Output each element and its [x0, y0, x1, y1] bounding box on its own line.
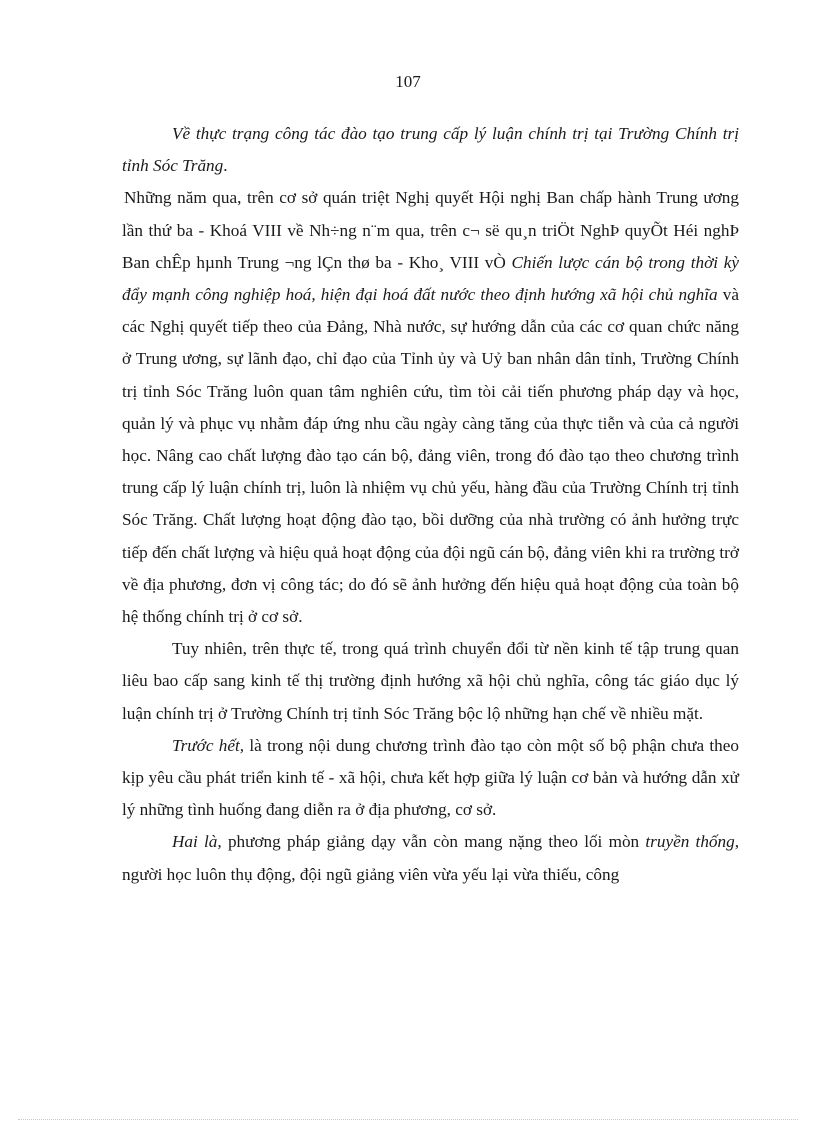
text-span: truyền thống: [645, 832, 735, 852]
document-body: [122, 118, 739, 891]
page-bottom-divider: [18, 1119, 798, 1120]
paragraph: [122, 826, 739, 890]
text-span: Trước hết,: [172, 735, 245, 755]
text-span: Tuy nhiên, trên thực tế, trong quá trình chuyển đổi từ nền kinh tế tập trung quan liêu bao cấp sang kinh tế thị trường định hướng xã hội chủ nghĩa, công tác giáo dục lý luận chính trị ở Trường Chính trị tỉnh Sóc Trăng bộc lộ những hạn chế về nhiều mặt.: [122, 639, 739, 723]
page-number: 107: [395, 72, 421, 91]
text-span: Hai là,: [172, 832, 222, 852]
text-span: Những năm qua, trên cơ sở quán triệt Nghị quyết Hội nghị Ban chấp hành Trung ương lần thứ ba - Khoá VIII về Nh÷ng n¨m qua, trên c¬ së qu¸n triÖt NghÞ quyÕt Héi nghÞ Ban chÊp hµnh Trung ¬ng lÇn thø ba - Kho¸ VIII vÒ: [122, 188, 739, 272]
text-span: và các Nghị quyết tiếp theo của Đảng, Nhà nước, sự hướng dẫn của các cơ quan chức năng ở Trung ương, sự lãnh đạo, chỉ đạo của Tỉnh ủy và Uỷ ban nhân dân tỉnh, Trường Chính trị tỉnh Sóc Trăng luôn quan tâm nghiên cứu, tìm tòi cải tiến phương pháp dạy và học, quản lý và phục vụ nhằm đáp ứng nhu cầu ngày càng tăng của thực tiễn và của cả người học. Nâng cao chất lượng đào tạo cán bộ, đảng viên, trong đó đào tạo theo chương trình trung cấp lý luận chính trị, luôn là nhiệm vụ chủ yếu, hàng đầu của Trường Chính trị tỉnh Sóc Trăng. Chất lượng hoạt động đào tạo, bồi dưỡng của nhà trường có ảnh hưởng trực tiếp đến chất lượng và hiệu quả hoạt động của đội ngũ cán bộ, đảng viên khi ra trường trở về địa phương, đơn vị công tác; do đó sẽ ảnh hưởng đến hiệu quả hoạt động của toàn bộ hệ thống chính trị ở cơ sở.: [122, 285, 739, 627]
paragraph: [122, 730, 739, 827]
text-span: phương pháp giảng dạy vẫn còn mang nặng theo lối mòn: [221, 832, 646, 852]
text-span: là trong nội dung chương trình đào tạo còn một số bộ phận chưa theo kịp yêu cầu phát triển kinh tế - xã hội, chưa kết hợp giữa lý luận cơ bản và hướng dẫn xử lý những tình huống đang diễn ra ở địa phương, cơ sở.: [122, 735, 739, 820]
paragraph: [122, 633, 739, 730]
text-span: Về thực trạng công tác đào tạo trung cấp lý luận chính trị tại Trường Chính trị tỉnh Sóc Trăng: [122, 124, 739, 176]
paragraph-heading-italic: [122, 118, 739, 182]
text-span: , người học luôn thụ động, đội ngũ giảng viên vừa yếu lại vừa thiếu, công: [122, 832, 739, 884]
paragraph: [122, 182, 739, 633]
text-span: Chiến lược cán bộ trong thời kỳ đẩy mạnh công nghiệp hoá, hiện đại hoá đất nước theo định hướng xã hội chủ nghĩa: [122, 252, 739, 305]
text-span: .: [223, 156, 228, 176]
